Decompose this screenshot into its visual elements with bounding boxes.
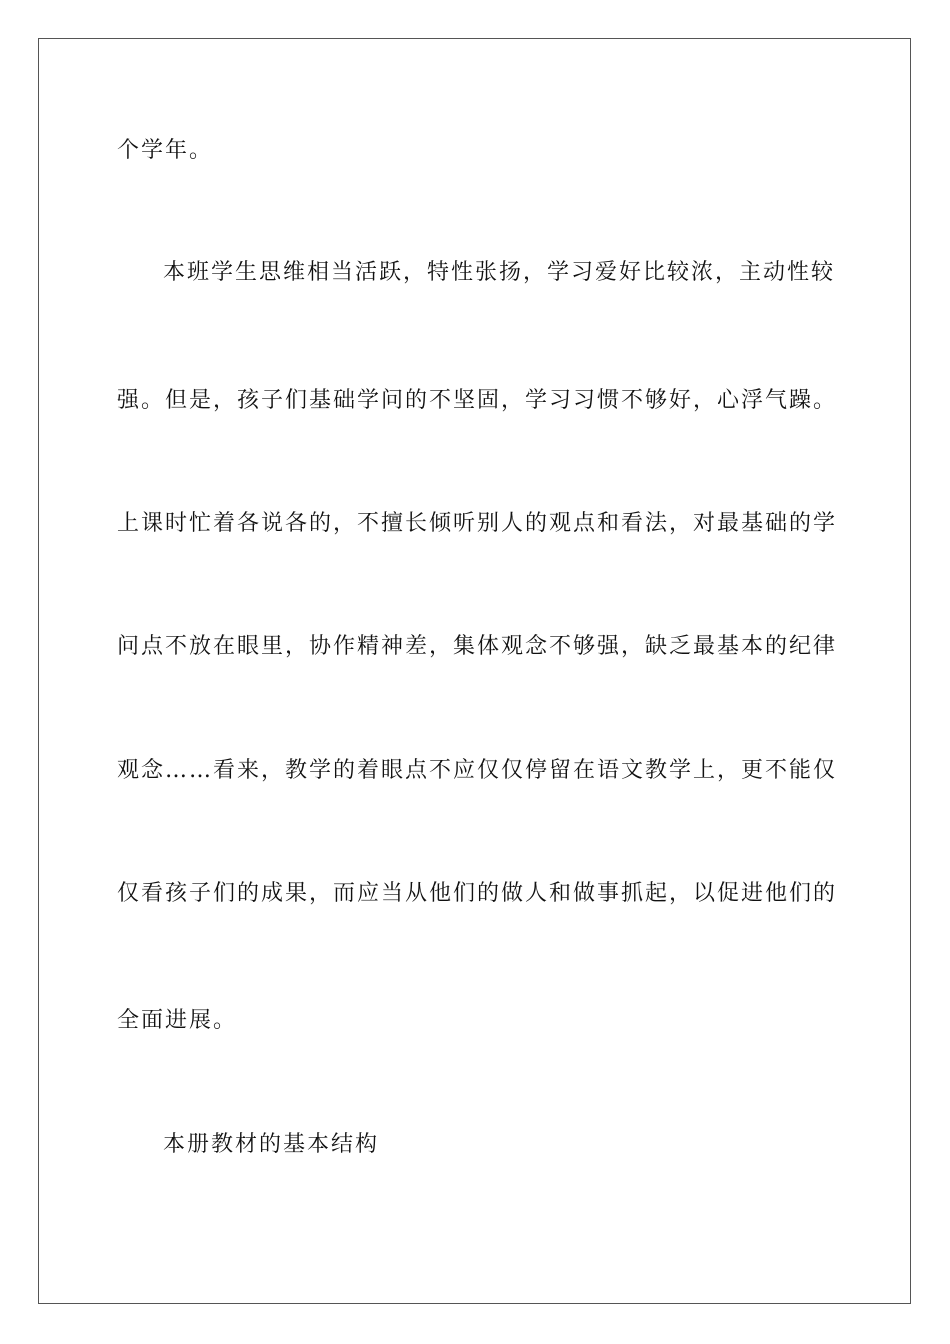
paragraph-line: 本班学生思维相当活跃，特性张扬，学习爱好比较浓，主动性较 xyxy=(163,260,836,285)
paragraph-line: 观念……看来，教学的着眼点不应仅仅停留在语文教学上，更不能仅 xyxy=(117,758,838,783)
paragraph-line: 上课时忙着各说各的，不擅长倾听别人的观点和看法，对最基础的学 xyxy=(117,511,838,536)
paragraph-line: 全面进展。 xyxy=(117,1008,238,1033)
paragraph-line: 强。但是，孩子们基础学问的不坚固，学习习惯不够好，心浮气躁。 xyxy=(117,388,838,413)
page-border xyxy=(38,38,911,1304)
paragraph-line: 问点不放在眼里，协作精神差，集体观念不够强，缺乏最基本的纪律 xyxy=(117,634,838,659)
paragraph-line: 仅看孩子们的成果，而应当从他们的做人和做事抓起，以促进他们的 xyxy=(117,881,838,906)
section-heading: 本册教材的基本结构 xyxy=(163,1132,380,1157)
paragraph-line: 个学年。 xyxy=(117,138,214,163)
